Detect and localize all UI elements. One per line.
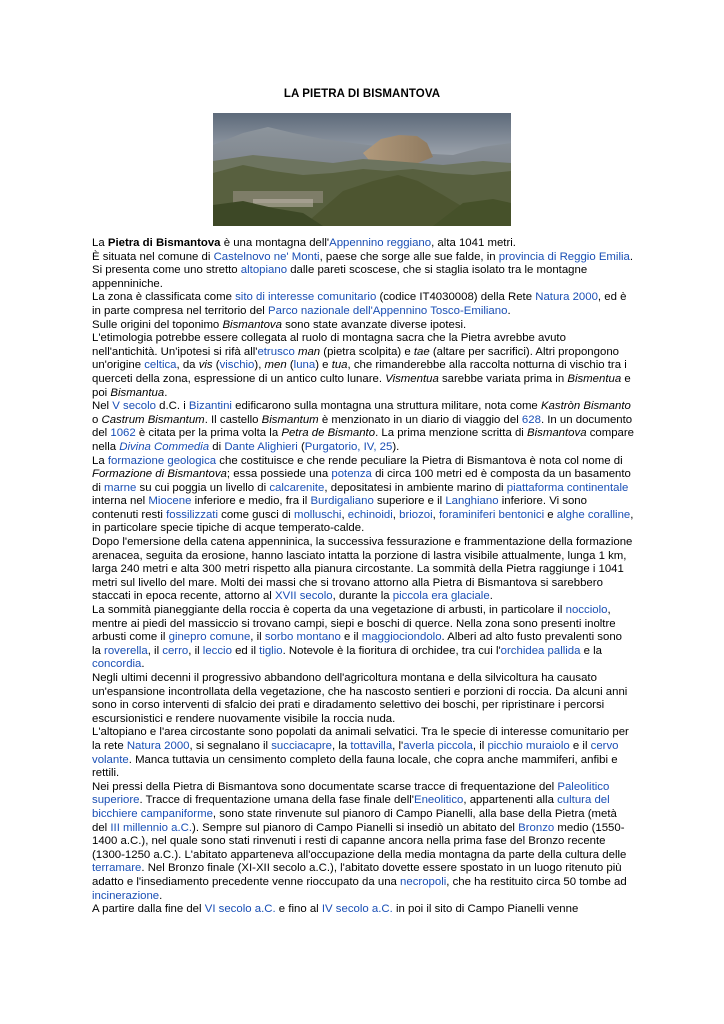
inline-link[interactable]: foraminiferi bentonici [439, 508, 545, 521]
paragraph [92, 455, 634, 537]
inline-link[interactable]: VI secolo a.C. [204, 903, 276, 916]
text-run: Vismentua [385, 372, 439, 385]
text-run: Petra de Bismanto [281, 427, 376, 440]
text-run: , alta 1041 metri. [431, 237, 516, 249]
text-run: . [141, 658, 145, 671]
text-run: è citata per la prima volta la [135, 427, 282, 440]
text-run: edificarono sulla montagna una struttura militare, nota come [231, 400, 541, 413]
text-run: La [92, 454, 108, 467]
inline-link[interactable]: V secolo [112, 400, 156, 413]
text-run: L'altopiano e l'area circostante sono popolati da animali selvatici. Tra le specie di interesse comunitario per la rete [92, 726, 629, 752]
text-run: ). Sempre sul pianoro di Campo Pianelli si insediò un abitato del [192, 821, 519, 834]
inline-link[interactable]: Eneolitico [413, 794, 464, 807]
text-run: Nei pressi della Pietra di Bismantova sono documentate scarse tracce di frequentazione del [92, 780, 558, 793]
inline-link[interactable]: echinoidi [347, 508, 393, 521]
paragraph [92, 332, 634, 400]
text-run: interna nel [92, 495, 149, 508]
text-run: medio (1550-1400 a.C.), nel quale sono stati rinvenuti i resti di capanne ancora nella prima fase del Bronzo recente (1300-1250 a.C.). L'abitato apparteneva all'occupazione della media montagna da parte della cultura delle [92, 821, 627, 861]
text-run: . [159, 889, 163, 902]
inline-link[interactable]: vischio [219, 359, 255, 372]
text-run: Nel [92, 400, 113, 413]
inline-link[interactable]: sorbo montano [264, 631, 341, 644]
inline-link[interactable]: 1062 [110, 427, 136, 440]
text-run: . Manca tuttavia un censimento completo della fauna locale, che copra anche mammiferi, anfibi e rettili. [92, 753, 618, 780]
paragraph [92, 604, 634, 672]
paragraph [92, 726, 634, 780]
inline-link[interactable]: leccio [202, 644, 232, 657]
text-run: compare nella [92, 427, 635, 453]
paragraph [92, 291, 634, 318]
text-run: , [432, 508, 440, 521]
text-run: ( [297, 440, 305, 453]
text-run: Bismantova [527, 427, 587, 440]
text-run: ) e [315, 359, 332, 372]
text-run: Sulle origini del toponimo [92, 318, 223, 331]
text-run: A partire dalla fine del [92, 903, 205, 916]
text-run: , [392, 508, 400, 521]
inline-link[interactable]: luna [293, 359, 316, 372]
inline-link[interactable]: Natura 2000 [535, 291, 598, 304]
text-run: Negli ultimi decenni il progressivo abbandono dell'agricoltura montana e della silvicoltura ha causato un'espansione incontrollata della vegetazione, che ha nascosto sentieri e porzioni di roccia. Da alcuni anni sono in corso interventi di sfalcio dei prati e diradamento selettivo dei boschi, per ripristinare i percorsi escursionistici e rendere nuovamente visibile la roccia nuda. [92, 672, 628, 725]
text-run: . Tracce di frequentazione umana della fase finale dell' [139, 794, 414, 807]
inline-link[interactable]: molluschi [293, 508, 342, 521]
text-run: dalle pareti scoscese, che si staglia isolato tra le montagne appenniniche. [92, 264, 588, 290]
text-run: è menzionato in un diario di viaggio del [318, 413, 522, 426]
text-run: , l' [392, 739, 404, 752]
inline-link[interactable]: Natura 2000 [126, 739, 190, 752]
text-run: , il [472, 739, 488, 752]
text-run: . Notevole è la fioritura di orchidee, tra cui l' [282, 644, 501, 657]
text-run: . [507, 304, 511, 317]
inline-link[interactable]: calcarenite [269, 481, 325, 494]
text-run: vis [198, 359, 213, 372]
inline-link[interactable]: Bronzo [518, 821, 555, 834]
page-title: LA PIETRA DI BISMANTOVA [283, 88, 441, 100]
text-run: È situata nel comune di [92, 250, 214, 263]
inline-link[interactable]: celtica [144, 359, 177, 372]
text-run: , appartenenti alla [463, 794, 558, 807]
text-run: Bismentua [567, 372, 622, 385]
inline-link[interactable]: marne [104, 481, 137, 494]
inline-link[interactable]: Castelnovo ne' Monti [213, 250, 320, 263]
text-run: La zona è classificata come [92, 291, 236, 304]
inline-link[interactable]: III millennio a.C. [110, 821, 193, 834]
text-run: in poi il sito di Campo Pianelli venne [392, 903, 579, 916]
text-run: , ed è in parte compresa nel territorio del [92, 291, 627, 317]
text-run: , depositatesi in ambiente marino di [324, 481, 507, 494]
text-run: e [544, 508, 557, 521]
inline-link[interactable]: sito di interesse comunitario [235, 291, 377, 304]
text-run: tae [413, 345, 430, 358]
inline-link[interactable]: IV secolo a.C. [321, 903, 393, 916]
inline-link[interactable]: Bizantini [188, 400, 232, 413]
inline-link[interactable]: Miocene [148, 495, 192, 508]
article-body [92, 237, 634, 917]
inline-link[interactable]: Paleolitico superiore [92, 780, 610, 807]
text-run: di circa 100 metri ed è composta da un basamento di [92, 468, 631, 494]
text-run: , sono state rinvenute sul pianoro di Campo Pianelli, alla base della Pietra (metà del [92, 807, 617, 834]
paragraph [92, 781, 634, 903]
inline-link[interactable]: roverella [104, 644, 148, 657]
text-run: (altare per sacrifici). Altri propongono un'origine [92, 345, 619, 372]
text-run: , durante la [332, 590, 393, 603]
text-run: e fino al [275, 903, 322, 916]
text-run: , da [176, 359, 199, 372]
text-run: che costituisce e che rende peculiare la Pietra di Bismantova è nota col nome di [216, 454, 623, 467]
text-run: (codice IT4030008) della Rete [376, 291, 536, 304]
text-run: . Nel Bronzo finale (XI-XII secolo a.C.), l'abitato dovette essere spostato in un luogo ritenuto più adatto e l'insediamento precedente venne rioccupato da una [92, 862, 622, 888]
text-run: , paese che sorge alle sue falde, in [319, 250, 499, 263]
text-run: , il [188, 644, 203, 657]
inline-link[interactable]: potenza [331, 468, 372, 481]
text-run: ). [392, 440, 400, 453]
text-run: come gusci di [217, 508, 294, 521]
text-run: Bismantum [261, 413, 319, 426]
text-run: Kastròn Bismanto [540, 400, 631, 413]
inline-link[interactable]: orchidea pallida [500, 644, 581, 657]
text-run: su cui poggia un livello di [136, 481, 270, 494]
inline-link[interactable]: formazione geologica [107, 454, 217, 467]
inline-link[interactable]: Parco nazionale dell'Appennino Tosco-Emiliano [268, 304, 508, 317]
text-run: e poi [92, 372, 631, 399]
inline-link[interactable]: alghe coralline [556, 508, 631, 521]
text-run: La [92, 237, 108, 249]
inline-link[interactable]: tiglio [259, 644, 283, 657]
text-run: Bismantova [222, 318, 282, 331]
text-run: . Il castello [204, 413, 262, 426]
text-run: e il [340, 631, 362, 644]
text-run: , il [250, 631, 265, 644]
text-run: L'etimologia potrebbe essere collegata al ruolo di montagna sacra che la Pietra avrebbe avuto nell'antichità. Un'ipotesi si rifà all' [92, 332, 566, 358]
paragraph [92, 903, 634, 917]
landscape-photo [213, 113, 511, 226]
inline-link[interactable]: provincia di Reggio Emilia [498, 250, 630, 263]
inline-link[interactable]: nocciolo [565, 604, 608, 617]
inline-link[interactable]: Langhiano [445, 495, 499, 508]
paragraph [92, 672, 634, 726]
text-run: ( [212, 359, 220, 372]
text-run: superiore e il [373, 495, 446, 508]
text-run: ( [286, 359, 294, 372]
text-run: (pietra scolpita) e [320, 345, 414, 358]
text-run: sono state avanzate diverse ipotesi. [281, 318, 467, 331]
inline-link[interactable]: incinerazione [92, 889, 160, 902]
inline-link[interactable]: Divina Commedia [119, 440, 210, 453]
inline-link[interactable]: XVII secolo [275, 590, 333, 603]
text-run: . Alberi ad alto fusto prevalenti sono la [92, 631, 623, 657]
inline-link[interactable]: terramare [92, 862, 142, 875]
inline-link[interactable]: necropoli [400, 875, 447, 888]
text-run: . [489, 590, 493, 603]
text-run: man [297, 345, 321, 358]
text-run: , il [147, 644, 163, 657]
text-run: Formazione di Bismantova [92, 468, 227, 481]
text-run: . Si presenta come uno stretto [92, 250, 634, 277]
inline-link[interactable]: cultura del bicchiere campaniforme [92, 794, 610, 820]
inline-link[interactable]: briozoi [399, 508, 433, 521]
paragraph [92, 237, 634, 251]
text-run: inferiore e medio, fra il [191, 495, 311, 508]
paragraph [92, 319, 634, 333]
inline-link[interactable]: picchio muraiolo [487, 739, 570, 752]
inline-link[interactable]: piattaforma continentale [506, 481, 629, 494]
paragraph [92, 536, 634, 604]
paragraph [92, 251, 634, 292]
inline-link[interactable]: altopiano [240, 264, 288, 277]
inline-link[interactable]: fossilizzati [166, 508, 218, 521]
text-run: , la [332, 739, 351, 752]
inline-link[interactable]: Purgatorio, IV, 25 [304, 440, 393, 453]
text-run: men [264, 359, 287, 372]
inline-link[interactable]: cervo volante [92, 739, 619, 766]
inline-link[interactable]: tottavilla [350, 739, 393, 752]
inline-link[interactable]: 628 [521, 413, 541, 426]
text-run: , [341, 508, 348, 521]
text-run: . [164, 386, 168, 399]
text-run: d.C. i [155, 400, 189, 413]
text-run: di [209, 440, 225, 453]
text-run: inferiore. Vi sono contenuti resti [92, 495, 587, 521]
inline-link[interactable]: Dante Alighieri [224, 440, 298, 453]
inline-link[interactable]: concordia [92, 658, 142, 671]
text-run: tua [331, 359, 348, 372]
text-run: La sommità pianeggiante della roccia è coperta da una vegetazione di arbusti, in particolare il [92, 604, 566, 617]
text-run: Bismantua [110, 386, 165, 399]
text-run: sarebbe variata prima in [438, 372, 568, 385]
inline-link[interactable]: etrusco [257, 345, 295, 358]
text-run: , in particolare specie tipiche di acque temperato-calde. [92, 508, 634, 535]
text-run: ed il [231, 644, 260, 657]
inline-link[interactable]: succiacapre [271, 739, 332, 752]
paragraph [92, 400, 634, 454]
inline-link[interactable]: cerro [162, 644, 189, 657]
text-run: , che rimanderebbe alla raccolta notturna di vischio tra i querceti della zona, espressione di un antico culto lunare. [92, 359, 627, 385]
text-run: ), [254, 359, 265, 372]
text-run: . La prima menzione scritta di [375, 427, 528, 440]
text-run: Castrum Bismantum [101, 413, 205, 426]
text-run: . In un documento del [92, 413, 633, 440]
inline-link[interactable]: ginepro comune [168, 631, 251, 644]
text-run: , si segnalano il [189, 739, 272, 752]
text-run: , mentre ai piedi del massiccio si trovano campi, siepi e boschi di querce. Nella zona sono presenti inoltre arbusti come il [92, 604, 616, 644]
inline-link[interactable]: maggiociondolo [361, 631, 442, 644]
text-run: ; essa possiede una [226, 468, 332, 481]
inline-link[interactable]: averla piccola [403, 739, 473, 752]
text-run: o [92, 413, 102, 426]
inline-link[interactable]: piccola era glaciale [392, 590, 490, 603]
text-run: e la [580, 644, 602, 657]
text-run: , che ha restituito circa 50 tombe ad [446, 875, 627, 888]
text-run: è una montagna dell' [220, 237, 330, 249]
text-run: e il [569, 739, 591, 752]
text-run: Dopo l'emersione della catena appenninica, la successiva fessurazione e frammentazione della formazione arenacea, seguita da erosione, hanno lasciato intatta la porzione di lastra visibile attualmente, lunga 1 km, larga 240 metri e alta 300 metri rispetto alla pianura circostante. La sommità della Pietra raggiunge i 1041 metri sul livello del mare. Molti dei massi che si trovano attorno alla Pietra di Bismantova si sarebbero staccati in epoca recente, attorno al [92, 536, 633, 603]
inline-link[interactable]: Burdigaliano [310, 495, 374, 508]
inline-link[interactable]: Appennino reggiano [329, 237, 432, 249]
text-run: Pietra di Bismantova [107, 237, 221, 249]
